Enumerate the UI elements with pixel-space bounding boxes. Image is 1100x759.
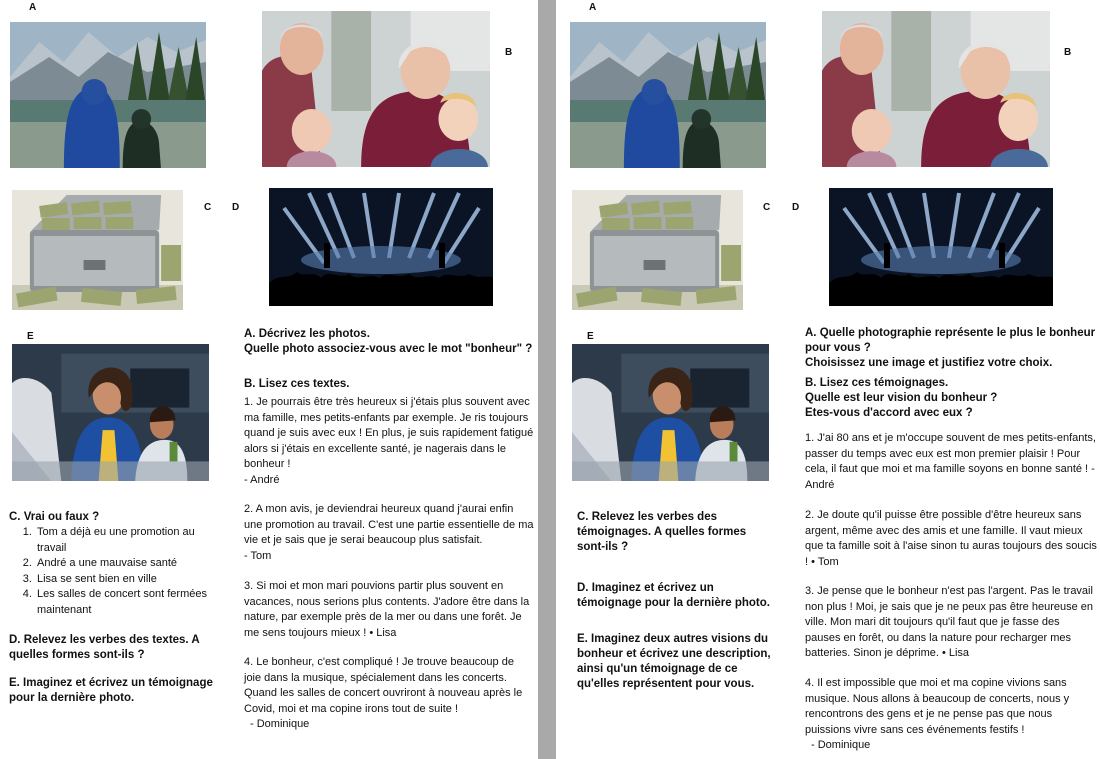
- right-text-1: [805, 431, 1097, 493]
- left-text-2-body: 2. A mon avis, je deviendrai heureux quand j'aurai enfin une promotion au travail. C'est une partie essentielle de ma vie et je sais que je serai beaucoup plus satisfait.: [244, 503, 534, 546]
- right-text-1-body: 1. J'ai 80 ans et je m'occupe souvent de mes petits-enfants, passer du temps avec eux est mon premier plaisir ! Pour cela, il faut que moi et ma famille soyons en bonne santé ! - André: [805, 432, 1096, 491]
- label-d-right: D: [792, 202, 800, 213]
- right-section-a-title: A. Quelle photographie représente le plus le bonheur pour vous ?: [805, 327, 1096, 354]
- photo-lake-left: [10, 22, 206, 168]
- label-d-left: D: [232, 202, 240, 213]
- left-text-3: [244, 579, 534, 641]
- right-section-a-instruction: Choisissez une image et justifiez votre choix.: [805, 357, 1053, 369]
- left-section-c: [9, 510, 219, 618]
- label-a-right: A: [589, 2, 597, 13]
- label-b-right: B: [1064, 47, 1072, 58]
- photo-concert-right: [829, 188, 1053, 306]
- left-section-e: E. Imaginez et écrivez un témoignage pour la dernière photo.: [9, 677, 213, 704]
- right-section-e: E. Imaginez deux autres visions du bonheur et écrivez une description, ainsi qu'un témoignage de ce qu'elles représentent pour vous.: [577, 633, 771, 690]
- photo-concert-left: [269, 188, 493, 306]
- photo-office-right: [572, 344, 769, 481]
- page-divider: [538, 0, 556, 759]
- left-text-4-author: - Dominique: [250, 718, 310, 730]
- photo-money-left: [12, 190, 183, 310]
- label-a-left: A: [29, 2, 37, 13]
- right-text-4-author: - Dominique: [811, 739, 871, 751]
- list-item: 2. André a une mauvaise santé: [35, 556, 219, 572]
- list-item: 3. Lisa se sent bien en ville: [35, 572, 219, 588]
- right-section-a: [805, 326, 1100, 371]
- right-section-b-question-1: Quelle est leur vision du bonheur ?: [805, 392, 998, 404]
- left-section-b-title: B. Lisez ces textes.: [244, 378, 350, 390]
- label-e-right: E: [587, 331, 594, 342]
- left-text-2: [244, 502, 534, 564]
- right-text-3: [805, 584, 1097, 662]
- left-section-c-title: C. Vrai ou faux ?: [9, 511, 100, 523]
- right-section-b: [805, 376, 1100, 421]
- right-section-c: C. Relevez les verbes des témoignages. A quelles formes sont-ils ?: [577, 511, 747, 553]
- photo-lake-right: [570, 22, 766, 168]
- right-section-b-title: B. Lisez ces témoignages.: [805, 377, 949, 389]
- photo-money-right: [572, 190, 743, 310]
- left-section-a-title: A. Décrivez les photos.: [244, 328, 370, 340]
- label-c-left: C: [204, 202, 212, 213]
- list-item: 1. Tom a déjà eu une promotion au travail: [35, 525, 219, 556]
- left-text-3-body: 3. Si moi et mon mari pouvions partir plus souvent en vacances, nous serions plus contents. J'adore être dans la nature, par exemple près de la mer ou dans une forêt. Je me sens toujours mieux ! • Lisa: [244, 580, 530, 639]
- left-text-1-body: 1. Je pourrais être très heureux si j'étais plus souvent avec ma famille, mes petits-enfants par exemple. Je ris toujours quand je suis avec eux ! En plus, je suis rapidement fatigué alors si j'étais en excellente santé, je nagerais dans le bonheur !: [244, 396, 534, 470]
- left-text-1-author: - André: [244, 473, 280, 486]
- left-text-4-body: 4. Le bonheur, c'est compliqué ! Je trouve beaucoup de joie dans la musique, spécialement dans les concerts. Quand les salles de concert ouvriront à nouveau après le Covid, moi et ma copine irons tout de suite !: [244, 656, 523, 715]
- left-text-4: [244, 655, 534, 733]
- true-false-list: [9, 525, 219, 618]
- left-section-d: D. Relevez les verbes des textes. A quelles formes sont-ils ?: [9, 634, 200, 661]
- left-text-2-author: - Tom: [244, 549, 272, 562]
- photo-family-left: [262, 11, 490, 167]
- right-text-4-body: 4. Il est impossible que moi et ma copine vivions sans musique. Nous allons à beaucoup de concerts, nous y rencontrons des gens et je ne pense pas que nous puissions vivre sans ces événements festifs !: [805, 677, 1070, 736]
- right-section-d: D. Imaginez et écrivez un témoignage pour la dernière photo.: [577, 582, 770, 609]
- right-text-3-body: 3. Je pense que le bonheur n'est pas l'argent. Pas le travail non plus ! Moi, je sais que je ne peux pas être heureuse en ville. Mon mari dit toujours qu'il faut que je fasse des pauses en forêt, ou dans la nature pour recharger mes batteries. Sinon je déprime. • Lisa: [805, 585, 1094, 659]
- list-item: 4. Les salles de concert sont fermées maintenant: [35, 587, 219, 618]
- right-text-4: [805, 676, 1097, 754]
- right-section-b-question-2: Etes-vous d'accord avec eux ?: [805, 407, 973, 419]
- label-b-left: B: [505, 47, 513, 58]
- left-section-a-question: Quelle photo associez-vous avec le mot "bonheur" ?: [244, 343, 533, 355]
- photo-office-left: [12, 344, 209, 481]
- label-c-right: C: [763, 202, 771, 213]
- left-text-1: [244, 395, 534, 488]
- label-e-left: E: [27, 331, 34, 342]
- right-text-2: [805, 508, 1097, 570]
- right-text-2-body: 2. Je doute qu'il puisse être possible d'être heureux sans argent, même avec des amis et une famille. Il vaut mieux que ta famille soit à l'aise sinon tu auras toujours des soucis ! • Tom: [805, 509, 1097, 568]
- photo-family-right: [822, 11, 1050, 167]
- left-section-a: [244, 327, 536, 357]
